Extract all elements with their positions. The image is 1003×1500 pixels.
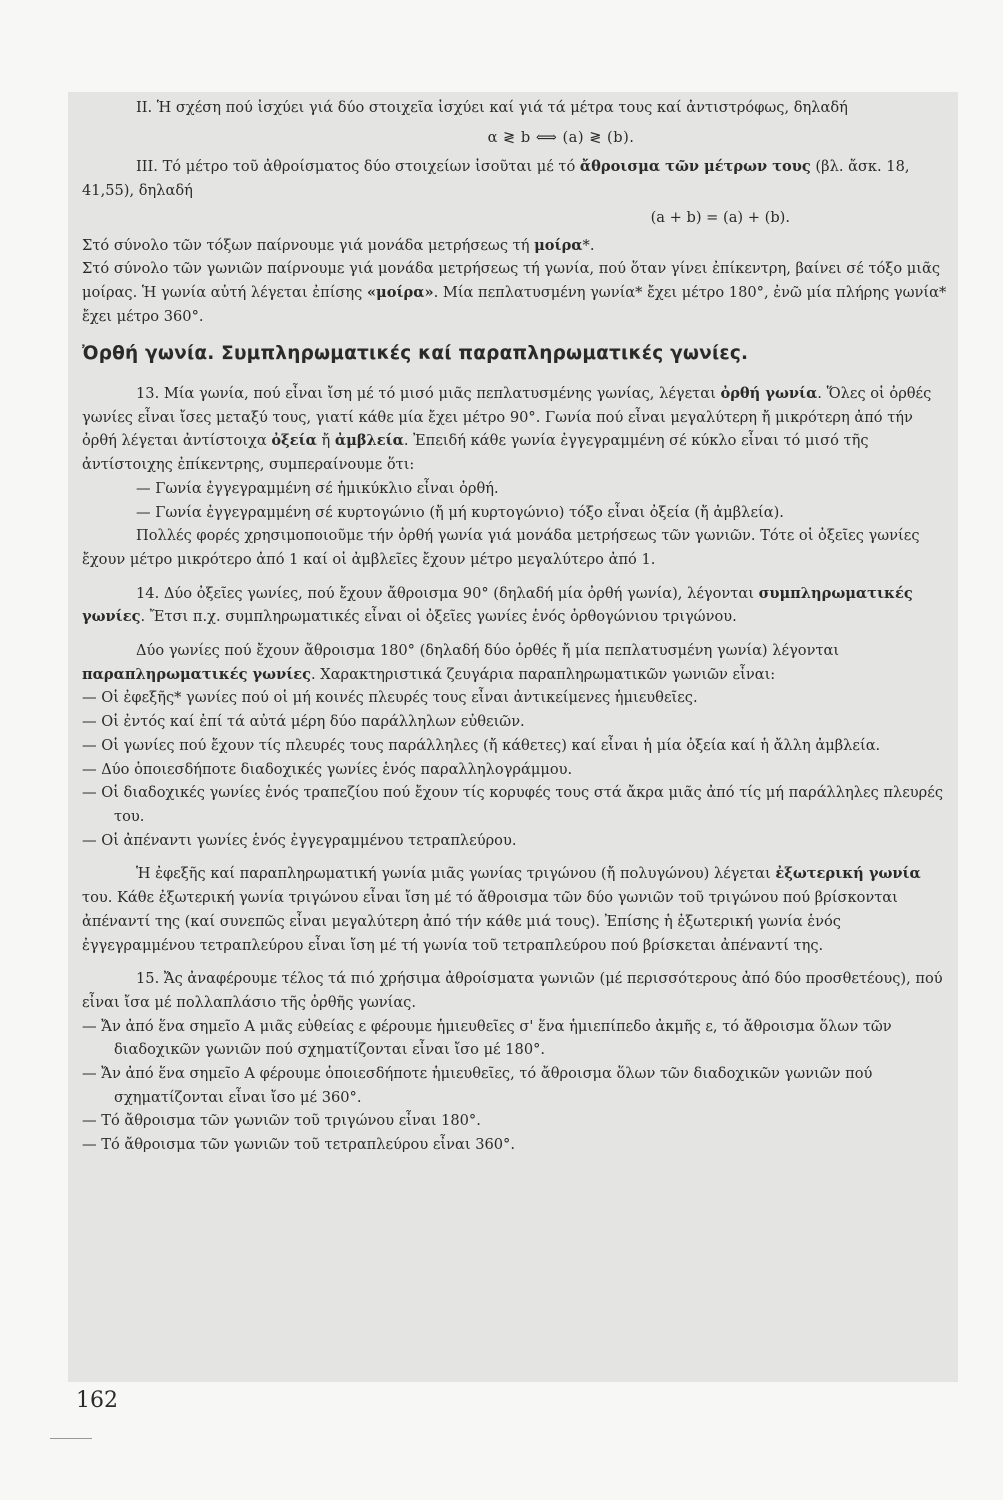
p14-list-item: — Οἱ διαδοχικές γωνίες ἑνός τραπεζίου πού ἔχουν τίς κορυφές τους στά ἄκρα μιᾶς ἀπό τίς μή παράλληλες πλευρές του. xyxy=(82,784,943,825)
paragraph-angles xyxy=(82,257,950,328)
paragraph-13-number: 13. xyxy=(136,385,160,403)
p13-text-1: Μία γωνία, πού εἶναι ἴση μέ τό μισό μιᾶς πεπλατυσμένης γωνίας, λέγεται xyxy=(159,385,721,403)
p15-list-item: — Τό ἄθροισμα τῶν γωνιῶν τοῦ τριγώνου εἶναι 180°. xyxy=(82,1112,481,1130)
p14-bold-complementary: συμπληρωματικές γωνίες xyxy=(82,584,913,626)
p15-list-item: — Ἄν ἀπό ἕνα σημεῖο Α φέρουμε ὁποιεσδήποτε ἡμιευθεῖες, τό ἄθροισμα ὅλων τῶν διαδοχικῶν γωνιῶν πού σχηματίζονται εἶναι ἴσο μέ 360°. xyxy=(82,1065,873,1106)
p15-list-item: — Ἄν ἀπό ἕνα σημεῖο Α μιᾶς εὐθείας ε φέρουμε ἡμιευθεῖες σ' ἕνα ἡμιεπίπεδο ἀκμῆς ε, τό ἄθροισμα ὅλων τῶν διαδοχικῶν γωνιῶν πού σχηματίζονται εἶναι ἴσο μέ 180°. xyxy=(82,1017,892,1059)
p14-list-item: — Δύο ὁποιεσδήποτε διαδοχικές γωνίες ἑνός παραλληλογράμμου. xyxy=(82,760,573,778)
p13-closing: Πολλές φορές χρησιμοποιοῦμε τήν ὀρθή γωνία γιά μονάδα μετρήσεως τῶν γωνιῶν. Τότε οἱ ὀξεῖες γωνίες ἔχουν μέτρο μικρότερο ἀπό 1 καί οἱ ἀμβλεῖες ἔχουν μέτρο μεγαλύτερο ἀπό 1. xyxy=(82,527,920,568)
paragraph-iii-text: III. Τό μέτρο τοῦ ἀθροίσματος δύο στοιχείων ἰσοῦται μέ τό xyxy=(136,158,580,176)
p14-bold-exterior-angle: ἐξωτερική γωνία xyxy=(775,865,921,883)
p13-text-3: ἤ xyxy=(316,432,335,450)
paragraph-14-number: 14. xyxy=(136,584,160,602)
paragraph-ii xyxy=(82,96,950,120)
p13-bold-obtuse: ἀμβλεία xyxy=(334,432,404,450)
paragraph-15-number: 15. xyxy=(136,970,160,988)
p13-bold-right-angle: ὀρθή γωνία xyxy=(720,385,818,403)
p14-list-item: — Οἱ γωνίες πού ἔχουν τίς πλευρές τους παράλληλες (ἤ κάθετες) καί εἶναι ἡ μία ὀξεία καί ἡ ἄλλη ἀμβλεία. xyxy=(82,736,881,754)
paragraph-arcs xyxy=(82,234,950,258)
p13-text-4: . Ἐπειδή κάθε γωνία ἐγγεγραμμένη σέ κύκλο εἶναι τό μισό τῆς ἀντίστοιχης ἐπίκεντρης, συμπεραίνουμε ὅτι: xyxy=(82,432,869,474)
paragraph-iii xyxy=(82,155,950,202)
p15-list-item: — Τό ἄθροισμα τῶν γωνιῶν τοῦ τετραπλεύρου εἶναι 360°. xyxy=(82,1136,515,1154)
arcs-bold: μοίρα xyxy=(534,236,583,254)
page-content xyxy=(82,96,950,1157)
p14-p3-text: Ἡ ἐφεξῆς καί παραπληρωματική γωνία μιᾶς γωνίας τριγώνου (ἤ πολυγώνου) λέγεται xyxy=(136,865,776,883)
p14-p3-text-2: του. Κάθε ἐξωτερική γωνία τριγώνου εἶναι ἴση μέ τό ἄθροισμα τῶν δύο γωνιῶν τοῦ τριγώνου πού βρίσκονται ἀπέναντί της (καί συνεπῶς εἶναι μεγαλύτερη ἀπό τήν κάθε μιά τους). Ἐπίσης ἡ ἐξωτερική γωνία ἑνός ἐγγεγραμμένου τετραπλεύρου εἶναι ἴση μέ τή γωνία τοῦ τετραπλεύρου πού βρίσκεται ἀπέναντί της. xyxy=(82,889,898,954)
p14-bold-supplementary: παραπληρωματικές γωνίες xyxy=(82,665,312,683)
paragraph-iii-bold: ἄθροισμα τῶν μέτρων τους xyxy=(579,158,811,176)
p14-p2-text-2: . Χαρακτηριστικά ζευγάρια παραπληρωματικῶν γωνιῶν εἶναι: xyxy=(311,665,776,683)
p15-text-1: Ἄς ἀναφέρουμε τέλος τά πιό χρήσιμα ἀθροίσματα γωνιῶν (μέ περισσότερους ἀπό δύο προσθετέους), πού εἶναι ἴσα μέ πολλαπλάσιο τῆς ὀρθῆς γωνίας. xyxy=(82,970,943,1011)
p14-paragraph-3 xyxy=(82,862,950,957)
p14-text-1: Δύο ὀξεῖες γωνίες, πού ἔχουν ἄθροισμα 90° (δηλαδή μία ὀρθή γωνία), λέγονται xyxy=(159,584,759,602)
formula-order: α ≷ b ⟺ (a) ≷ (b). xyxy=(487,128,635,146)
p14-list-item: — Οἱ ἐφεξῆς* γωνίες πού οἱ μή κοινές πλευρές τους εἶναι ἀντικείμενες ἡμιευθεῖες. xyxy=(82,689,698,707)
arcs-after: *. xyxy=(582,236,595,254)
p14-paragraph-2 xyxy=(82,639,950,686)
section-heading: Ὀρθή γωνία. Συμπληρωματικές καί παραπληρωματικές γωνίες. xyxy=(82,343,749,365)
paragraph-ii-text: II. Ἡ σχέση πού ἰσχύει γιά δύο στοιχεῖα ἰσχύει καί γιά τά μέτρα τους καί ἀντιστρόφως, xyxy=(136,99,790,116)
p14-text-2: . Ἔτσι π.χ. συμπληρωματικές εἶναι οἱ ὀξεῖες γωνίες ἑνός ὀρθογώνιου τριγώνου. xyxy=(140,608,737,626)
p14-list-item: — Οἱ ἀπέναντι γωνίες ἑνός ἐγγεγραμμένου τετραπλεύρου. xyxy=(82,831,517,849)
p13-item-1: — Γωνία ἐγγεγραμμένη σέ ἡμικύκλιο εἶναι ὀρθή. xyxy=(136,479,499,497)
paragraph-iii-text-2: (βλ. ἄσκ. 18, 41,55), δηλαδή xyxy=(82,158,910,200)
p13-text-2: . Ὅλες οἱ ὀρθές γωνίες εἶναι ἴσες μεταξύ τους, γιατί κάθε μία ἔχει μέτρο 90°. Γωνία πού εἶναι μεγαλύτερη ἤ μικρότερη ἀπό τήν ὀρθή λέγεται ἀντίστοιχα xyxy=(82,385,932,450)
angles-text: Στό σύνολο τῶν γωνιῶν παίρνουμε γιά μονάδα μετρήσεως τή γωνία, πού ὅταν γίνει ἐπίκεντρη, βαίνει σέ τόξο μιᾶς μοίρας. Ἡ γωνία αὐτή λέγεται ἐπίσης xyxy=(82,260,941,301)
paragraph-15 xyxy=(82,967,950,1014)
paragraph-ii-text-2: δηλαδή xyxy=(793,99,848,116)
arcs-text: Στό σύνολο τῶν τόξων παίρνουμε γιά μονάδα μετρήσεως τή xyxy=(82,236,535,254)
p14-p2-text: Δύο γωνίες πού ἔχουν ἄθροισμα 180° (δηλαδή δύο ὀρθές ἤ μία πεπλατυσμένη γωνία) λέγονται xyxy=(136,642,840,660)
paragraph-14 xyxy=(82,582,950,629)
angles-bold: «μοίρα» xyxy=(366,283,434,301)
page-number: 162 xyxy=(76,1388,118,1413)
formula-sum: (a + b) = (a) + (b). xyxy=(650,208,790,226)
p13-bold-acute: ὀξεία xyxy=(271,432,317,450)
footer-rule xyxy=(50,1438,92,1439)
p14-list-item: — Οἱ ἐντός καί ἐπί τά αὐτά μέρη δύο παράλληλων εὐθειῶν. xyxy=(82,713,525,731)
p13-item-2: — Γωνία ἐγγεγραμμένη σέ κυρτογώνιο (ἤ μή κυρτογώνιο) τόξο εἶναι ὀξεία (ἤ ἀμβλεία). xyxy=(136,503,784,521)
angles-text-2: . Μία πεπλατυσμένη γωνία* ἔχει μέτρο 180°, ἐνῶ μία πλήρης γωνία* ἔχει μέτρο 360°. xyxy=(82,283,947,325)
paragraph-13 xyxy=(82,382,950,477)
